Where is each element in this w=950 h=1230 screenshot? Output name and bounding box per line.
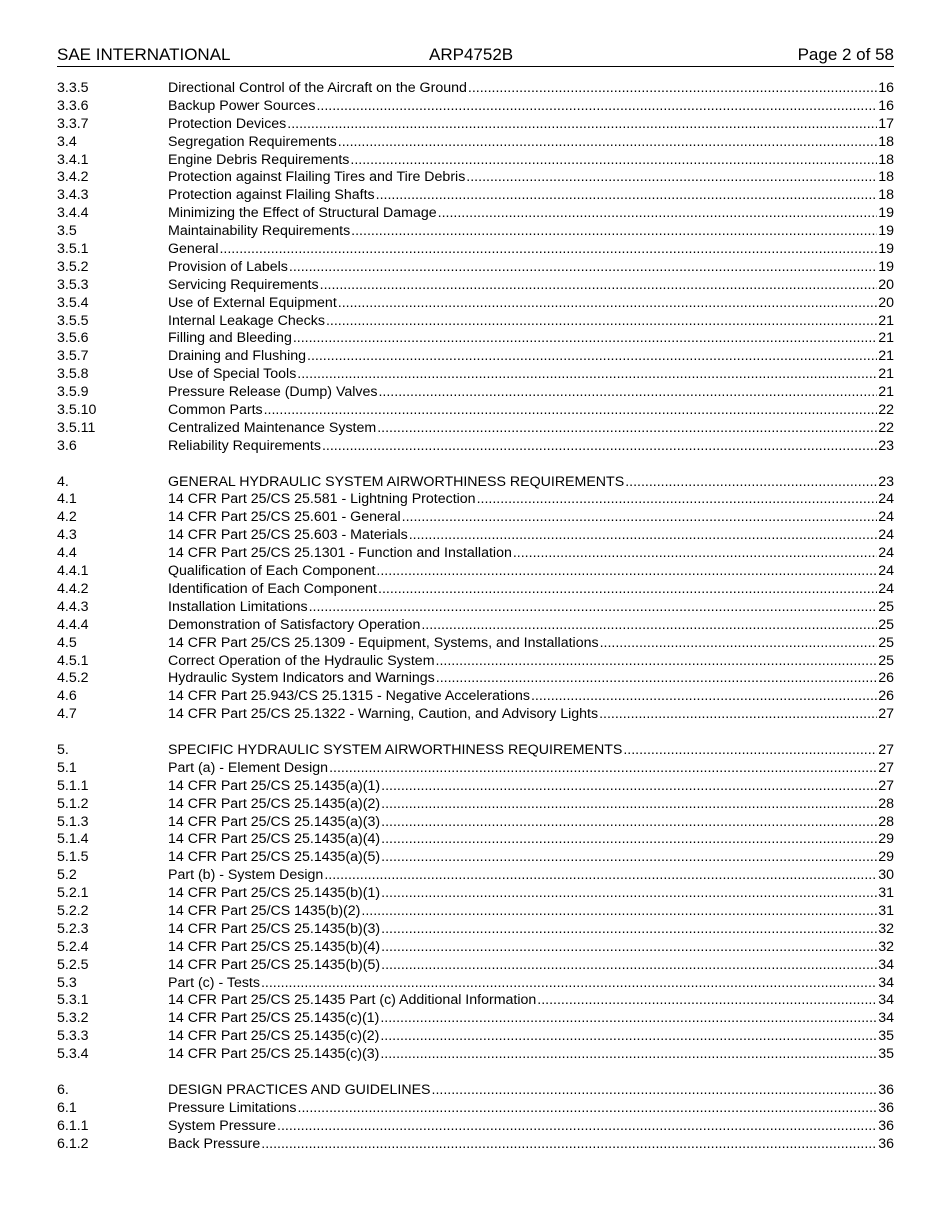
toc-dot-leader	[438, 205, 878, 223]
toc-entry[interactable]	[57, 599, 894, 617]
toc-entry[interactable]	[57, 563, 894, 581]
toc-dot-leader	[436, 670, 877, 688]
toc-section-title: 14 CFR Part 25/CS 25.1322 - Warning, Caution, and Advisory Lights	[168, 706, 599, 723]
toc-section-title: Use of Special Tools	[168, 366, 297, 383]
toc-section-title: Part (a) - Element Design	[168, 759, 329, 776]
toc-entry[interactable]	[57, 259, 894, 277]
toc-entry[interactable]	[57, 1100, 894, 1118]
toc-section-number: 3.5.1	[57, 241, 89, 258]
toc-entry[interactable]	[57, 98, 894, 116]
toc-page-number: 36	[878, 1099, 894, 1116]
toc-entry[interactable]	[57, 581, 894, 599]
toc-page-number: 34	[878, 1010, 894, 1027]
toc-page-number: 23	[878, 437, 894, 454]
toc-entry[interactable]	[57, 491, 894, 509]
toc-entry[interactable]	[57, 330, 894, 348]
toc-section-title: 14 CFR Part 25/CS 25.1435(a)(2)	[168, 795, 381, 812]
toc-section-title: Internal Leakage Checks	[168, 312, 325, 329]
toc-section-title: Identification of Each Component	[168, 580, 378, 597]
toc-section-number: 5.	[57, 741, 69, 758]
toc-entry[interactable]	[57, 134, 894, 152]
toc-section-number: 5.2.4	[57, 938, 89, 955]
toc-dot-leader	[309, 599, 878, 617]
publisher-name: SAE INTERNATIONAL	[57, 45, 231, 64]
toc-dot-leader	[377, 420, 877, 438]
toc-entry[interactable]	[57, 152, 894, 170]
toc-page-number: 35	[878, 1028, 894, 1045]
toc-entry[interactable]	[57, 778, 894, 796]
toc-dot-leader	[468, 80, 877, 98]
toc-dot-leader	[380, 1046, 877, 1064]
toc-entry[interactable]	[57, 509, 894, 527]
toc-section-number: 5.1.5	[57, 849, 89, 866]
toc-dot-leader	[381, 921, 877, 939]
toc-page-number: 32	[878, 920, 894, 937]
toc-entry[interactable]	[57, 420, 894, 438]
toc-section-number: 5.3.2	[57, 1010, 89, 1027]
toc-section-number: 3.5.8	[57, 366, 89, 383]
toc-section-number: 5.1	[57, 759, 77, 776]
toc-section-number: 4.4.3	[57, 598, 89, 615]
toc-section-number: 3.3.5	[57, 80, 89, 96]
toc-page-number: 31	[878, 885, 894, 902]
toc-page-number: 34	[878, 992, 894, 1009]
toc-entry[interactable]	[57, 545, 894, 563]
toc-section-number: 3.5.9	[57, 384, 89, 401]
toc-entry[interactable]	[57, 241, 894, 259]
toc-section-title: Common Parts	[168, 402, 263, 419]
toc-page-number: 19	[878, 223, 894, 240]
toc-entry[interactable]	[57, 1118, 894, 1136]
toc-page-number: 21	[878, 366, 894, 383]
toc-section-title: 14 CFR Part 25/CS 25.1435(c)(3)	[168, 1046, 380, 1063]
toc-entry[interactable]	[57, 474, 894, 492]
toc-section-title: 14 CFR Part 25/CS 25.1435(a)(4)	[168, 831, 381, 848]
toc-entry[interactable]	[57, 1046, 894, 1064]
toc-dot-leader	[298, 1100, 878, 1118]
toc-entry[interactable]	[57, 903, 894, 921]
toc-dot-leader	[277, 1118, 877, 1136]
toc-section-title: Pressure Limitations	[168, 1099, 297, 1116]
toc-section-number: 3.5.2	[57, 258, 89, 275]
toc-section-number: 3.5.7	[57, 348, 89, 365]
toc-page-number: 20	[878, 294, 894, 311]
toc-section-number: 6.1.1	[57, 1117, 89, 1134]
toc-entry[interactable]	[57, 831, 894, 849]
toc-page-number: 36	[878, 1081, 894, 1098]
toc-section-title: 14 CFR Part 25/CS 25.1435(b)(3)	[168, 920, 381, 937]
toc-section-number: 4.4.2	[57, 580, 89, 597]
toc-section-title: 14 CFR Part 25/CS 25.603 - Materials	[168, 527, 408, 544]
toc-section-title: 14 CFR Part 25/CS 25.1301 - Function and Installation	[168, 545, 512, 562]
toc-entry[interactable]	[57, 1082, 894, 1100]
toc-dot-leader	[381, 814, 877, 832]
toc-page-number: 34	[878, 974, 894, 991]
toc-section-title: 14 CFR Part 25/CS 25.1435(a)(1)	[168, 777, 381, 794]
toc-dot-leader	[381, 778, 877, 796]
toc-dot-leader	[381, 796, 877, 814]
toc-page-number: 24	[878, 527, 894, 544]
toc-section-title: Demonstration of Satisfactory Operation	[168, 616, 421, 633]
toc-section-title: Filling and Bleeding	[168, 330, 292, 347]
toc-page-number: 24	[878, 580, 894, 597]
toc-entry[interactable]	[57, 1136, 894, 1154]
toc-page-number: 22	[878, 419, 894, 436]
toc-page-number: 27	[878, 741, 894, 758]
toc-page-number: 21	[878, 348, 894, 365]
toc-page-number: 18	[878, 169, 894, 186]
toc-section-number: 5.2.2	[57, 902, 89, 919]
toc-dot-leader	[264, 402, 878, 420]
toc-entry[interactable]	[57, 975, 894, 993]
toc-section-title: 14 CFR Part 25/CS 1435(b)(2)	[168, 902, 361, 919]
toc-dot-leader	[381, 957, 877, 975]
toc-page-number: 32	[878, 938, 894, 955]
toc-dot-leader	[322, 438, 877, 456]
toc-section-title: 14 CFR Part 25/CS 25.601 - General	[168, 509, 401, 526]
toc-entry[interactable]	[57, 1010, 894, 1028]
toc-page-number: 21	[878, 384, 894, 401]
toc-dot-leader	[432, 1082, 878, 1100]
toc-entry[interactable]	[57, 653, 894, 671]
toc-dot-leader	[402, 509, 878, 527]
toc-section-title: Protection against Flailing Tires and Tire Debris	[168, 169, 466, 186]
toc-page-number: 28	[878, 813, 894, 830]
toc-dot-leader	[297, 366, 877, 384]
toc-entry[interactable]	[57, 169, 894, 187]
toc-dot-leader	[329, 760, 877, 778]
toc-section-title: DESIGN PRACTICES AND GUIDELINES	[168, 1081, 431, 1098]
toc-dot-leader	[381, 831, 877, 849]
toc-dot-leader	[376, 187, 878, 205]
toc-section-title: 14 CFR Part 25.943/CS 25.1315 - Negative Accelerations	[168, 688, 530, 705]
toc-dot-leader	[477, 491, 878, 509]
toc-dot-leader	[381, 939, 877, 957]
toc-dot-leader	[466, 169, 877, 187]
toc-dot-leader	[289, 259, 877, 277]
toc-entry[interactable]	[57, 867, 894, 885]
toc-section-title: 14 CFR Part 25/CS 25.1435(b)(1)	[168, 885, 381, 902]
toc-dot-leader	[361, 903, 877, 921]
toc-dot-leader	[436, 653, 878, 671]
toc-section-title: Engine Debris Requirements	[168, 151, 350, 168]
toc-entry[interactable]	[57, 796, 894, 814]
toc-page-number: 25	[878, 634, 894, 651]
toc-section-title: System Pressure	[168, 1117, 277, 1134]
toc-section-number: 3.5.11	[57, 419, 96, 436]
toc-section-number: 4.	[57, 473, 69, 490]
toc-section-number: 3.5	[57, 223, 77, 240]
toc-section-title: Minimizing the Effect of Structural Damage	[168, 205, 437, 222]
toc-page-number: 31	[878, 902, 894, 919]
toc-section-title: 14 CFR Part 25/CS 25.1435 Part (c) Additional Information	[168, 992, 537, 1009]
toc-entry[interactable]	[57, 670, 894, 688]
toc-entry[interactable]	[57, 348, 894, 366]
toc-section-title: 14 CFR Part 25/CS 25.1435(a)(5)	[168, 849, 381, 866]
toc-section-number: 6.	[57, 1081, 69, 1098]
toc-entry[interactable]	[57, 438, 894, 456]
toc-page-number: 24	[878, 509, 894, 526]
toc-dot-leader	[380, 1028, 877, 1046]
toc-dot-leader	[338, 134, 877, 152]
toc-section-title: General	[168, 241, 219, 258]
toc-dot-leader	[261, 1136, 877, 1154]
toc-entry[interactable]	[57, 384, 894, 402]
toc-dot-leader	[320, 277, 878, 295]
toc-dot-leader	[261, 975, 877, 993]
toc-section-title: Backup Power Sources	[168, 97, 316, 114]
toc-dot-leader	[326, 313, 877, 331]
toc-dot-leader	[338, 295, 877, 313]
toc-section-title: Reliability Requirements	[168, 437, 321, 454]
toc-page-number: 29	[878, 831, 894, 848]
toc-section-number: 5.3.4	[57, 1046, 89, 1063]
toc-page-number: 23	[878, 473, 894, 490]
toc-page-number: 24	[878, 545, 894, 562]
toc-entry[interactable]	[57, 527, 894, 545]
toc-section-title: Draining and Flushing	[168, 348, 307, 365]
toc-section-number: 3.5.5	[57, 312, 89, 329]
toc-section-title: 14 CFR Part 25/CS 25.1309 - Equipment, Systems, and Installations	[168, 634, 599, 651]
toc-section-number: 4.4	[57, 545, 77, 562]
toc-entry[interactable]	[57, 939, 894, 957]
toc-section-title: Pressure Release (Dump) Valves	[168, 384, 378, 401]
toc-section-number: 3.5.6	[57, 330, 89, 347]
toc-section-title: 14 CFR Part 25/CS 25.581 - Lightning Protection	[168, 491, 476, 508]
toc-section-title: Correct Operation of the Hydraulic System	[168, 652, 435, 669]
toc-dot-leader	[421, 617, 877, 635]
toc-section-number: 4.1	[57, 491, 77, 508]
toc-section-number: 5.3.3	[57, 1028, 89, 1045]
toc-section-number: 3.3.6	[57, 97, 89, 114]
toc-entry[interactable]	[57, 688, 894, 706]
toc-dot-leader	[381, 885, 877, 903]
toc-dot-leader	[600, 635, 878, 653]
toc-section-title: Servicing Requirements	[168, 276, 319, 293]
toc-page-number: 21	[878, 312, 894, 329]
toc-section-number: 3.5.4	[57, 294, 89, 311]
toc-page-number: 35	[878, 1046, 894, 1063]
toc-dot-leader	[513, 545, 877, 563]
page-header	[57, 44, 894, 67]
toc-page-number: 26	[878, 670, 894, 687]
toc-dot-leader	[623, 742, 877, 760]
toc-section-title: Protection Devices	[168, 115, 287, 132]
toc-section-number: 4.7	[57, 706, 77, 723]
toc-entry[interactable]	[57, 313, 894, 331]
toc-page-number: 29	[878, 849, 894, 866]
toc-entry[interactable]	[57, 80, 894, 98]
toc-section-number: 3.4.3	[57, 187, 89, 204]
toc-section-title: Segregation Requirements	[168, 133, 337, 150]
toc-entry[interactable]	[57, 635, 894, 653]
toc-page-number: 18	[878, 187, 894, 204]
toc-section-title: Part (b) - System Design	[168, 867, 324, 884]
toc-section-number: 5.2	[57, 867, 77, 884]
toc-entry[interactable]	[57, 760, 894, 778]
toc-page-number: 19	[878, 241, 894, 258]
toc-dot-leader	[381, 849, 877, 867]
toc-section-title: 14 CFR Part 25/CS 25.1435(a)(3)	[168, 813, 381, 830]
toc-page-number: 25	[878, 652, 894, 669]
toc-section-number: 3.6	[57, 437, 77, 454]
toc-section-number: 5.2.1	[57, 885, 89, 902]
toc-section-number: 3.3.7	[57, 115, 89, 132]
toc-entry[interactable]	[57, 814, 894, 832]
toc-page-number: 25	[878, 598, 894, 615]
toc-entry[interactable]	[57, 957, 894, 975]
toc-section-number: 4.5	[57, 634, 77, 651]
toc-entry[interactable]	[57, 402, 894, 420]
toc-section-title: SPECIFIC HYDRAULIC SYSTEM AIRWORTHINESS REQUIREMENTS	[168, 741, 623, 758]
toc-section-title: Protection against Flailing Shafts	[168, 187, 375, 204]
toc-section-number: 4.4.4	[57, 616, 89, 633]
toc-section-title: Use of External Equipment	[168, 294, 337, 311]
toc-dot-leader	[350, 152, 877, 170]
toc-page-number: 36	[878, 1135, 894, 1152]
toc-section-title: Hydraulic System Indicators and Warnings	[168, 670, 435, 687]
toc-section-title: Back Pressure	[168, 1135, 261, 1152]
toc-page-number: 27	[878, 777, 894, 794]
toc-section-title: Part (c) - Tests	[168, 974, 260, 991]
toc-page-number: 20	[878, 276, 894, 293]
toc-section-title: Provision of Labels	[168, 258, 288, 275]
toc-section-number: 5.1.1	[57, 777, 89, 794]
toc-dot-leader	[625, 474, 877, 492]
toc-page-number: 21	[878, 330, 894, 347]
toc-section-title: Directional Control of the Aircraft on the Ground	[168, 80, 467, 96]
toc-section-title: GENERAL HYDRAULIC SYSTEM AIRWORTHINESS REQUIREMENTS	[168, 473, 625, 490]
toc-section-number: 6.1	[57, 1099, 77, 1116]
toc-page-number: 18	[878, 151, 894, 168]
page-indicator: Page 2 of 58	[797, 45, 894, 64]
toc-section-number: 5.3.1	[57, 992, 89, 1009]
toc-entry[interactable]	[57, 295, 894, 313]
toc-section-number: 4.3	[57, 527, 77, 544]
toc-section-number: 4.6	[57, 688, 77, 705]
toc-dot-leader	[378, 384, 877, 402]
toc-section-number: 5.1.3	[57, 813, 89, 830]
toc-section-number: 3.4.1	[57, 151, 89, 168]
toc-section-title: 14 CFR Part 25/CS 25.1435(c)(2)	[168, 1028, 380, 1045]
toc-entry[interactable]	[57, 205, 894, 223]
toc-page-number: 22	[878, 402, 894, 419]
toc-section-number: 3.5.10	[57, 402, 97, 419]
toc-dot-leader	[219, 241, 877, 259]
toc-dot-leader	[531, 688, 877, 706]
toc-section-number: 4.5.1	[57, 652, 89, 669]
toc-entry[interactable]	[57, 921, 894, 939]
toc-dot-leader	[378, 581, 877, 599]
toc-section-number: 4.5.2	[57, 670, 89, 687]
toc-dot-leader	[351, 223, 877, 241]
toc-dot-leader	[537, 992, 877, 1010]
toc-entry[interactable]	[57, 885, 894, 903]
toc-page-number: 24	[878, 491, 894, 508]
toc-entry[interactable]	[57, 706, 894, 724]
toc-section-number: 5.2.5	[57, 956, 89, 973]
toc-entry[interactable]	[57, 223, 894, 241]
toc-dot-leader	[380, 1010, 877, 1028]
toc-page-number: 27	[878, 706, 894, 723]
toc-entry[interactable]	[57, 849, 894, 867]
toc-section-number: 5.2.3	[57, 920, 89, 937]
toc-page-number: 30	[878, 867, 894, 884]
toc-section-title: 14 CFR Part 25/CS 25.1435(b)(4)	[168, 938, 381, 955]
toc-entry[interactable]	[57, 366, 894, 384]
toc-page-number: 19	[878, 205, 894, 222]
toc-page-number: 18	[878, 133, 894, 150]
toc-dot-leader	[376, 563, 877, 581]
toc-section-number: 5.1.4	[57, 831, 89, 848]
toc-page-number: 28	[878, 795, 894, 812]
toc-section-number: 3.4	[57, 133, 77, 150]
toc-page-number: 16	[878, 80, 894, 96]
toc-entry[interactable]	[57, 1028, 894, 1046]
toc-dot-leader	[409, 527, 878, 545]
document-number: ARP4752B	[429, 45, 514, 64]
toc-section-title: Centralized Maintenance System	[168, 419, 377, 436]
toc-entry[interactable]	[57, 992, 894, 1010]
toc-entry[interactable]	[57, 187, 894, 205]
toc-entry[interactable]	[57, 742, 894, 760]
toc-entry[interactable]	[57, 116, 894, 134]
toc-section-number: 5.1.2	[57, 795, 89, 812]
toc-dot-leader	[599, 706, 877, 724]
toc-page-number: 17	[878, 115, 894, 132]
toc-dot-leader	[316, 98, 877, 116]
toc-section-number: 4.4.1	[57, 563, 89, 580]
toc-page-number: 34	[878, 956, 894, 973]
toc-section-title: Qualification of Each Component	[168, 563, 376, 580]
toc-section-title: Installation Limitations	[168, 598, 308, 615]
toc-page-number: 27	[878, 759, 894, 776]
toc-section-number: 3.4.2	[57, 169, 89, 186]
toc-entry[interactable]	[57, 277, 894, 295]
toc-page-number: 19	[878, 258, 894, 275]
toc-dot-leader	[307, 348, 877, 366]
toc-section-number: 5.3	[57, 974, 77, 991]
toc-page-number: 25	[878, 616, 894, 633]
toc-page-number: 26	[878, 688, 894, 705]
toc-section-number: 4.2	[57, 509, 77, 526]
toc-page-number: 36	[878, 1117, 894, 1134]
toc-dot-leader	[324, 867, 877, 885]
toc-page-number: 24	[878, 563, 894, 580]
toc-page-number: 16	[878, 97, 894, 114]
table-of-contents	[57, 80, 894, 1153]
toc-section-number: 3.4.4	[57, 205, 89, 222]
toc-section-number: 6.1.2	[57, 1135, 89, 1152]
toc-entry[interactable]	[57, 617, 894, 635]
toc-dot-leader	[293, 330, 877, 348]
toc-section-number: 3.5.3	[57, 276, 89, 293]
toc-section-title: 14 CFR Part 25/CS 25.1435(b)(5)	[168, 956, 381, 973]
toc-section-title: 14 CFR Part 25/CS 25.1435(c)(1)	[168, 1010, 380, 1027]
toc-dot-leader	[287, 116, 877, 134]
toc-section-title: Maintainability Requirements	[168, 223, 351, 240]
